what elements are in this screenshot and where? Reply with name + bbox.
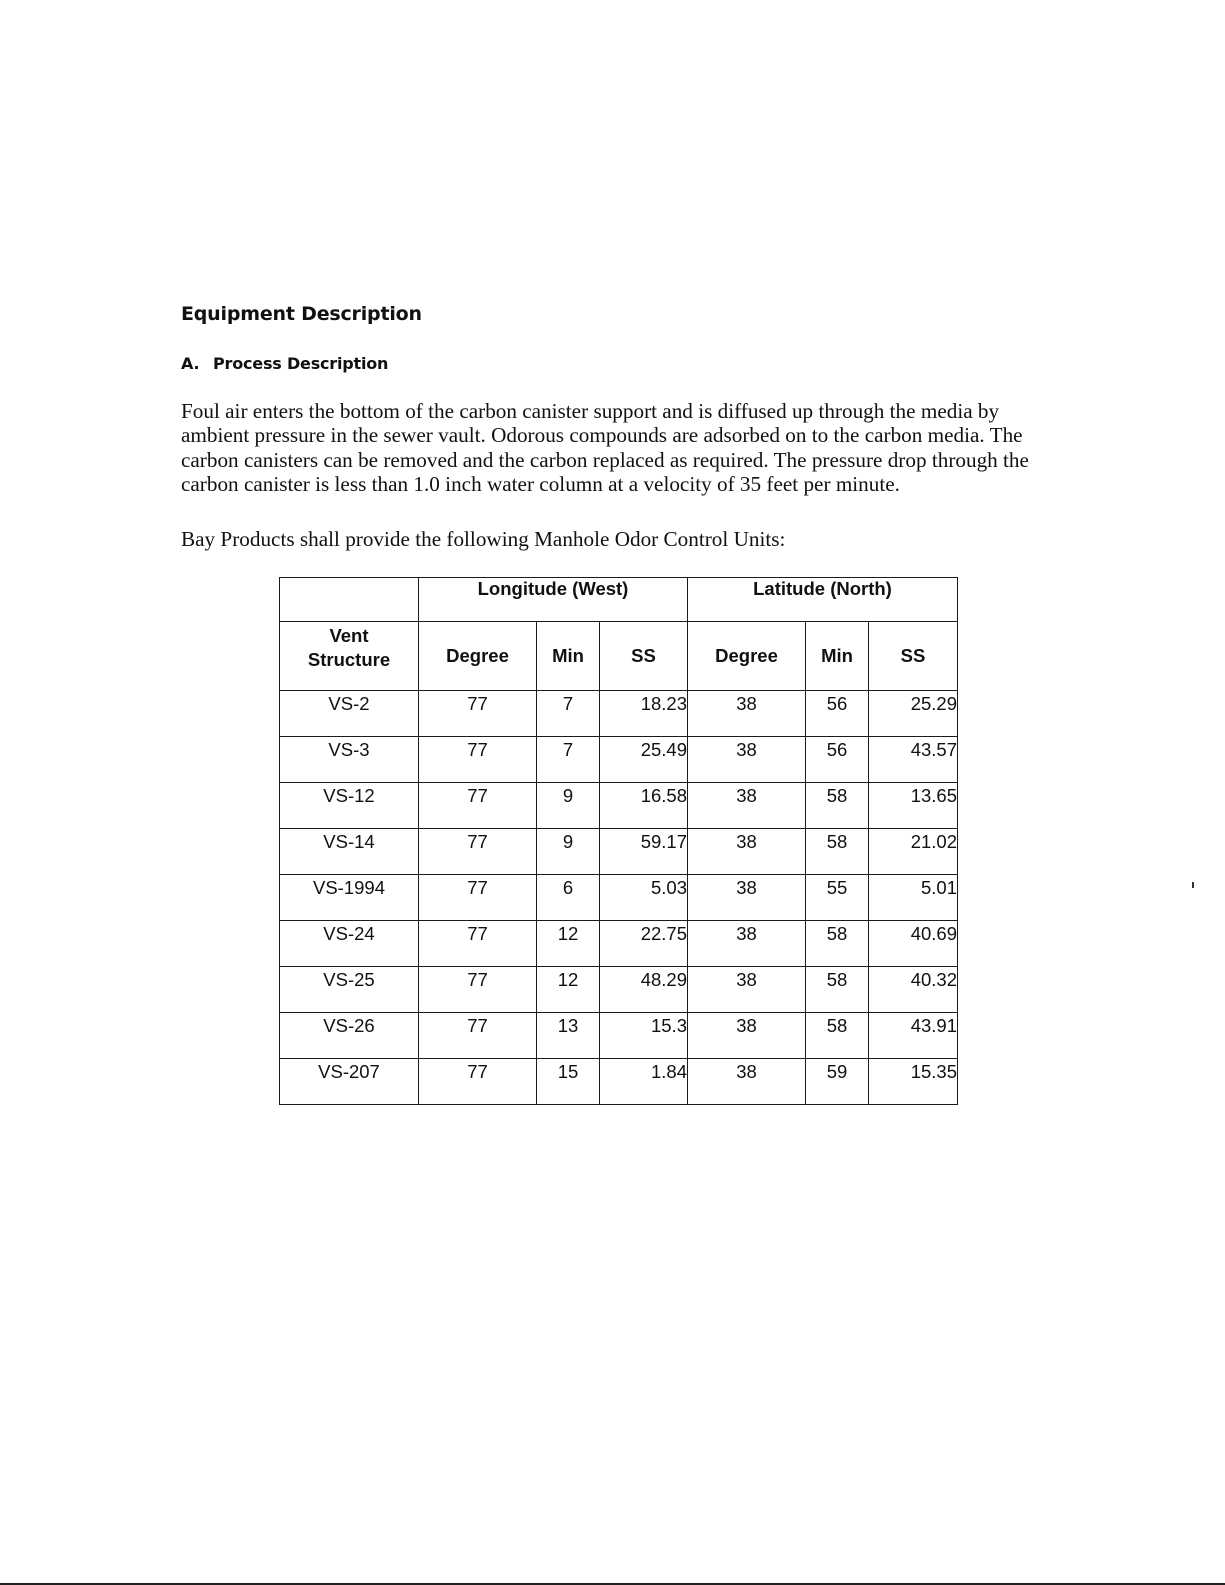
table-column-header-row: [280, 622, 958, 691]
latitude-group-header: Latitude (North): [688, 578, 958, 622]
table-cell: 38: [688, 691, 806, 737]
table-cell: 38: [688, 875, 806, 921]
vent-structure-cell: VS-24: [280, 921, 419, 967]
table-cell: 12: [537, 967, 600, 1013]
table-cell: 38: [688, 783, 806, 829]
table-cell: 77: [419, 1013, 537, 1059]
table-cell: 77: [419, 829, 537, 875]
table-cell: 21.02: [869, 829, 958, 875]
units-intro-text: Bay Products shall provide the following Manhole Odor Control Units:: [181, 527, 786, 551]
table-corner-cell: [280, 578, 419, 622]
column-header: Min: [806, 622, 869, 691]
table-cell: 56: [806, 691, 869, 737]
table-cell: 16.58: [600, 783, 688, 829]
vent-structure-cell: VS-26: [280, 1013, 419, 1059]
vent-header-line2: Structure: [307, 649, 391, 670]
table-row: [280, 829, 958, 875]
table-row: [280, 921, 958, 967]
table-cell: 38: [688, 1013, 806, 1059]
table-cell: 1.84: [600, 1059, 688, 1105]
process-description-paragraph: Foul air enters the bottom of the carbon canister support and is diffused up through the media by ambient pressure in the sewer vault. Odorous compounds are adsorbed on to the carbon media. The carbon canisters can be removed and the carbon replaced as required. The pressure drop through the carbon canister is less than 1.0 inch water column at a velocity of 35 feet per minute.: [181, 399, 1029, 496]
table-cell: 15.3: [600, 1013, 688, 1059]
column-header: SS: [869, 622, 958, 691]
table-row: [280, 1013, 958, 1059]
table-cell: 43.57: [869, 737, 958, 783]
table-cell: 59: [806, 1059, 869, 1105]
table-cell: 58: [806, 967, 869, 1013]
table-row: [280, 783, 958, 829]
section-heading: [181, 354, 388, 373]
vent-structure-cell: VS-2: [280, 691, 419, 737]
table-cell: 38: [688, 1059, 806, 1105]
table-cell: 15.35: [869, 1059, 958, 1105]
table-cell: 22.75: [600, 921, 688, 967]
table-cell: 7: [537, 737, 600, 783]
table-cell: 18.23: [600, 691, 688, 737]
section-marker: A.: [181, 354, 200, 373]
table-cell: 58: [806, 829, 869, 875]
table-cell: 77: [419, 875, 537, 921]
table-cell: 55: [806, 875, 869, 921]
vent-structure-cell: VS-12: [280, 783, 419, 829]
table-cell: 13.65: [869, 783, 958, 829]
table-row: [280, 875, 958, 921]
table-row: [280, 691, 958, 737]
table-cell: 56: [806, 737, 869, 783]
table-cell: 43.91: [869, 1013, 958, 1059]
table-cell: 77: [419, 1059, 537, 1105]
column-header: Min: [537, 622, 600, 691]
table-cell: 15: [537, 1059, 600, 1105]
table-cell: 38: [688, 921, 806, 967]
table-cell: 38: [688, 737, 806, 783]
table-cell: 9: [537, 783, 600, 829]
odor-control-units-table: [279, 577, 958, 1105]
table-cell: 59.17: [600, 829, 688, 875]
table-cell: 25.29: [869, 691, 958, 737]
table-cell: 7: [537, 691, 600, 737]
table-cell: 40.32: [869, 967, 958, 1013]
table-cell: 13: [537, 1013, 600, 1059]
table-cell: 77: [419, 783, 537, 829]
table-cell: 5.01: [869, 875, 958, 921]
section-title: Process Description: [213, 354, 389, 373]
table-cell: 58: [806, 783, 869, 829]
vent-structure-cell: VS-1994: [280, 875, 419, 921]
table-cell: 77: [419, 967, 537, 1013]
longitude-group-header: Longitude (West): [419, 578, 688, 622]
column-header: Degree: [419, 622, 537, 691]
vent-structure-cell: VS-207: [280, 1059, 419, 1105]
table-cell: 38: [688, 967, 806, 1013]
table-row: [280, 967, 958, 1013]
vent-structure-cell: VS-14: [280, 829, 419, 875]
table-cell: 58: [806, 1013, 869, 1059]
vent-structure-cell: VS-3: [280, 737, 419, 783]
table-cell: 25.49: [600, 737, 688, 783]
table-cell: 5.03: [600, 875, 688, 921]
table-cell: 77: [419, 921, 537, 967]
vent-structure-cell: VS-25: [280, 967, 419, 1013]
vent-structure-header: [280, 622, 419, 691]
table-cell: 40.69: [869, 921, 958, 967]
column-header: SS: [600, 622, 688, 691]
table-cell: 9: [537, 829, 600, 875]
vent-header-line1: Vent: [329, 625, 369, 646]
page-heading: Equipment Description: [181, 303, 422, 325]
column-header: Degree: [688, 622, 806, 691]
table-row: [280, 737, 958, 783]
table-cell: 38: [688, 829, 806, 875]
table-cell: 77: [419, 737, 537, 783]
scan-speck: [1192, 882, 1194, 888]
table-cell: 58: [806, 921, 869, 967]
table-row: [280, 1059, 958, 1105]
table-group-header-row: [280, 578, 958, 622]
table-cell: 48.29: [600, 967, 688, 1013]
table-cell: 6: [537, 875, 600, 921]
table-cell: 12: [537, 921, 600, 967]
table-cell: 77: [419, 691, 537, 737]
